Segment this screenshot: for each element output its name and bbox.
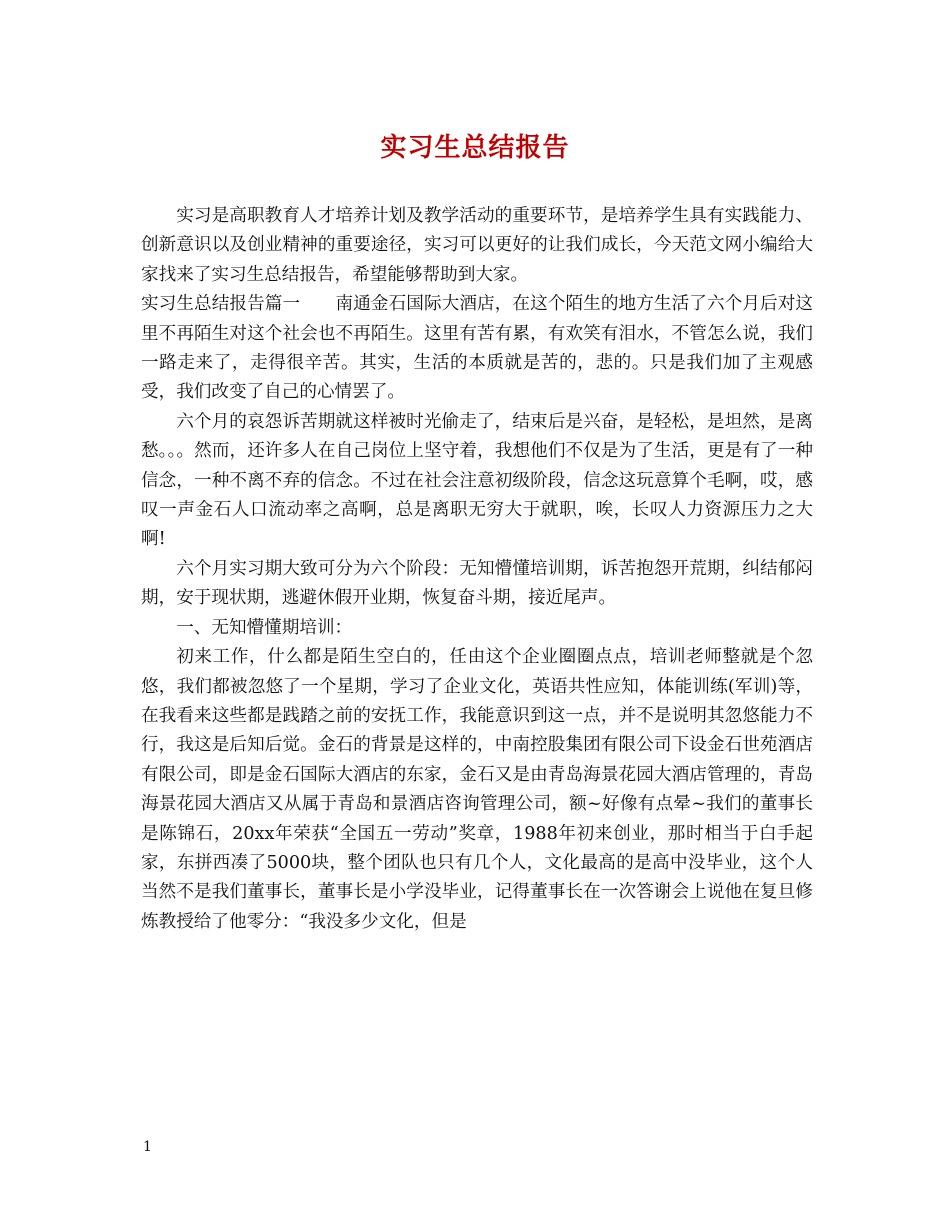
- document-body: [141, 202, 813, 937]
- paragraph-six-months: 六个月的哀怨诉苦期就这样被时光偷走了，结束后是兴奋，是轻松，是坦然，是离愁。。。然而，还许多人在自己岗位上坚守着，我想他们不仅是为了生活，更是有了一种信念，一种不离不弃的信念。不过在社会注意初级阶段，信念这玩意算个毛啊，哎，感叹一声金石人口流动率之高啊，总是离职无穷大于就职，唉，长叹人力资源压力之大啊!: [141, 411, 813, 550]
- paragraph-training-detail: 初来工作，什么都是陌生空白的，任由这个企业圈圈点点，培训老师整就是个忽悠，我们都被忽悠了一个星期，学习了企业文化，英语共性应知，体能训练(军训)等，在我看来这些都是践踏之前的安抚工作，我能意识到这一点，并不是说明其忽悠能力不行，我这是后知后觉。金石的背景是这样的，中南控股集团有限公司下设金石世苑酒店有限公司，即是金石国际大酒店的东家，金石又是由青岛海景花园大酒店管理的，青岛海景花园大酒店又从属于青岛和景酒店咨询管理公司，额~好像有点晕~我们的董事长是陈锦石，20xx年荣获“全国五一劳动”奖章，1988年初来创业，那时相当于白手起家，东拼西凑了5000块，整个团队也只有几个人，文化最高的是高中没毕业，这个人当然不是我们董事长，董事长是小学没毕业，记得董事长在一次答谢会上说他在复旦修炼教授给了他零分：“我没多少文化，但是: [141, 647, 813, 932]
- document-title: 实习生总结报告: [380, 133, 570, 163]
- paragraph-six-stages: 六个月实习期大致可分为六个阶段：无知懵懂培训期，诉苦抱怨开荒期，纠结郁闷期，安于现状期，逃避休假开业期，恢复奋斗期，接近尾声。: [141, 558, 813, 609]
- paragraph-intro: 实习是高职教育人才培养计划及教学活动的重要环节，是培养学生具有实践能力、创新意识以及创业精神的重要途径，实习可以更好的让我们成长，今天范文网小编给大家找来了实习生总结报告，希望能够帮助到大家。: [141, 206, 813, 285]
- paragraph-part-one: 实习生总结报告篇一 南通金石国际大酒店，在这个陌生的地方生活了六个月后对这里不再陌生对这个社会也不再陌生。这里有苦有累，有欢笑有泪水，不管怎么说，我们一路走来了，走得很辛苦。其实，生活的本质就是苦的，悲的。只是我们加了主观感受，我们改变了自己的心情罢了。: [141, 294, 813, 403]
- page-number: 1: [143, 1139, 152, 1155]
- section-heading-training: 一、无知懵懂期培训：: [176, 617, 353, 638]
